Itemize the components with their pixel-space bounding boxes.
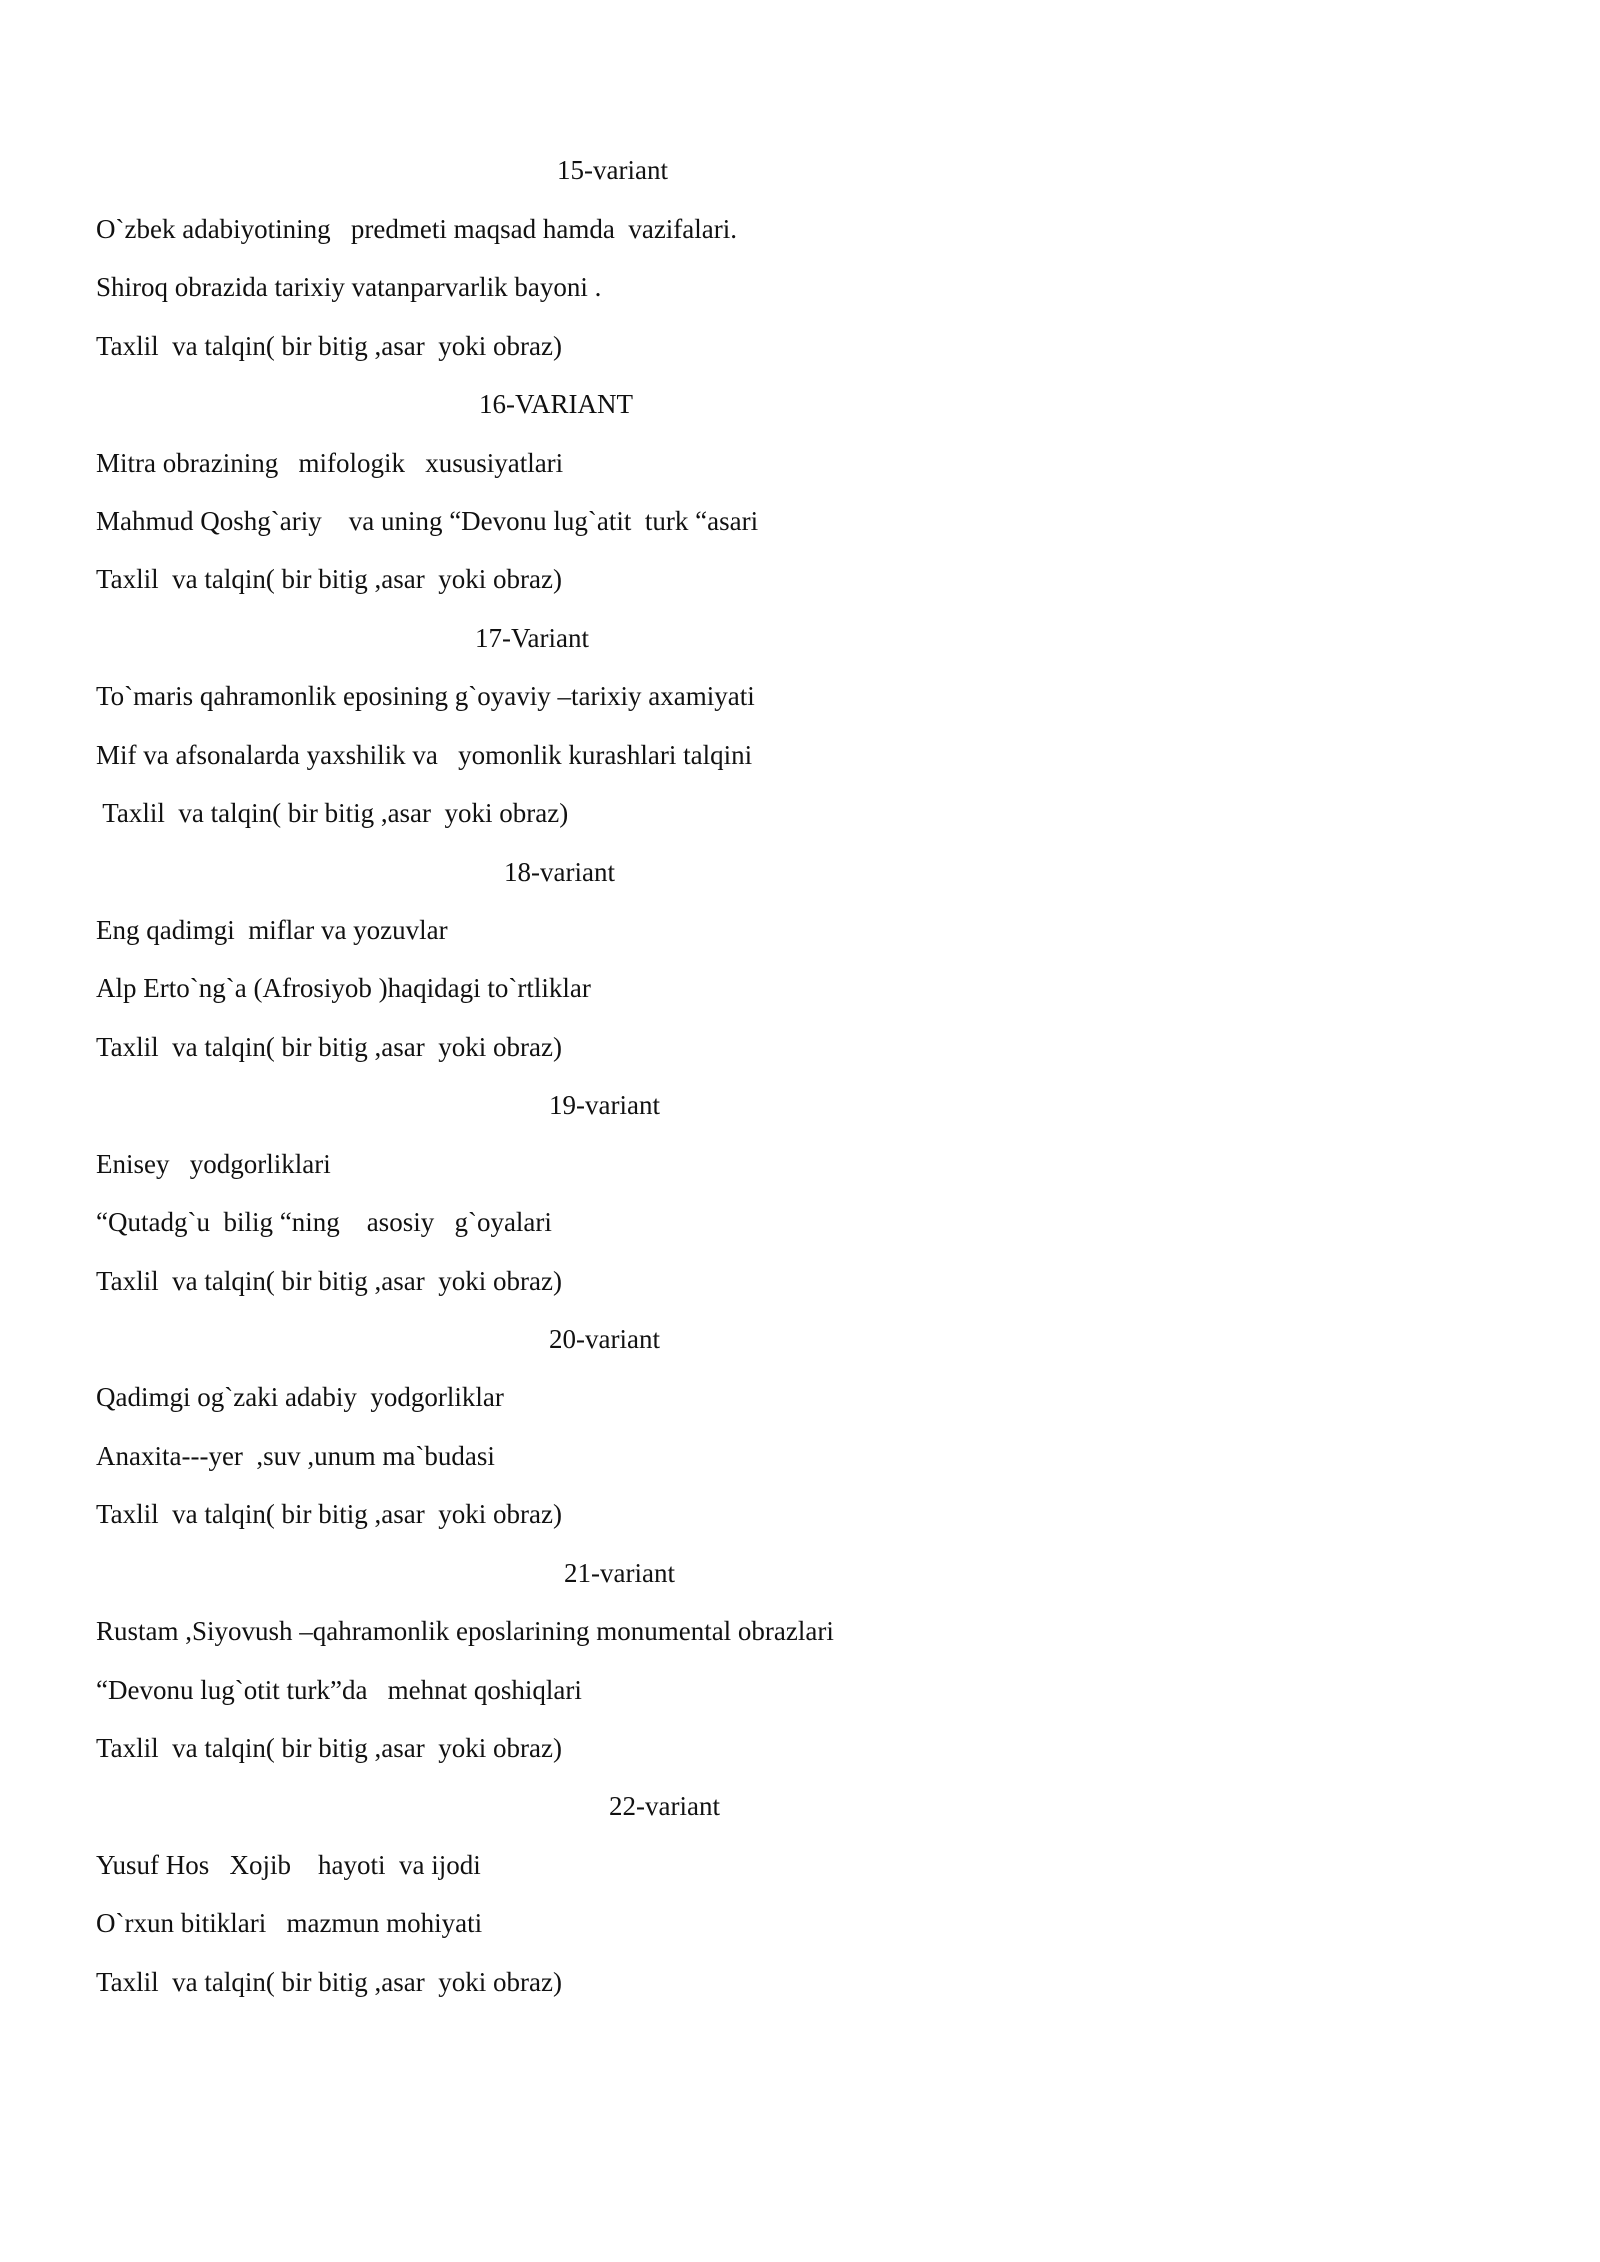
- variant-heading: 16-VARIANT: [479, 389, 633, 419]
- variant-heading: 22-variant: [609, 1791, 720, 1821]
- question-line: “Qutadg`u bilig “ning asosiy g`oyalari: [96, 1207, 552, 1237]
- question-line: Mahmud Qoshg`ariy va uning “Devonu lug`atit turk “asari: [96, 506, 759, 536]
- question-line: O`rxun bitiklari mazmun mohiyati: [96, 1908, 483, 1938]
- variant-heading: 20-variant: [549, 1324, 660, 1354]
- question-line: O`zbek adabiyotining predmeti maqsad hamda vazifalari.: [96, 214, 738, 244]
- variant-heading: 17-Variant: [475, 623, 589, 653]
- question-line: Mif va afsonalarda yaxshilik va yomonlik kurashlari talqini: [96, 740, 753, 770]
- question-line: “Devonu lug`otit turk”da mehnat qoshiqlari: [96, 1675, 582, 1705]
- question-line: Qadimgi og`zaki adabiy yodgorliklar: [96, 1382, 504, 1412]
- variant-heading: 15-variant: [557, 155, 668, 185]
- question-line: Taxlil va talqin( bir bitig ,asar yoki obraz): [96, 564, 562, 594]
- question-line: Anaxita---yer ,suv ,unum ma`budasi: [96, 1441, 495, 1471]
- question-line: Alp Erto`ng`a (Afrosiyob )haqidagi to`rtliklar: [96, 973, 591, 1003]
- variant-heading: 21-variant: [564, 1558, 675, 1588]
- variant-heading: 18-variant: [504, 857, 615, 887]
- variant-heading: 19-variant: [549, 1090, 660, 1120]
- question-line: Taxlil va talqin( bir bitig ,asar yoki obraz): [96, 1032, 562, 1062]
- question-line: Taxlil va talqin( bir bitig ,asar yoki obraz): [96, 798, 569, 828]
- question-line: Yusuf Hos Xojib hayoti va ijodi: [96, 1850, 481, 1880]
- question-line: Taxlil va talqin( bir bitig ,asar yoki obraz): [96, 1499, 562, 1529]
- question-line: Taxlil va talqin( bir bitig ,asar yoki obraz): [96, 1266, 562, 1296]
- question-line: Mitra obrazining mifologik xususiyatlari: [96, 448, 564, 478]
- question-line: Rustam ,Siyovush –qahramonlik eposlarining monumental obrazlari: [96, 1616, 834, 1646]
- question-line: Taxlil va talqin( bir bitig ,asar yoki obraz): [96, 1967, 562, 1997]
- question-line: Eng qadimgi miflar va yozuvlar: [96, 915, 448, 945]
- question-line: Enisey yodgorliklari: [96, 1149, 331, 1179]
- question-line: Taxlil va talqin( bir bitig ,asar yoki obraz): [96, 331, 562, 361]
- question-line: Shiroq obrazida tarixiy vatanparvarlik bayoni .: [96, 272, 602, 302]
- question-line: Taxlil va talqin( bir bitig ,asar yoki obraz): [96, 1733, 562, 1763]
- question-line: To`maris qahramonlik eposining g`oyaviy –tarixiy axamiyati: [96, 681, 755, 711]
